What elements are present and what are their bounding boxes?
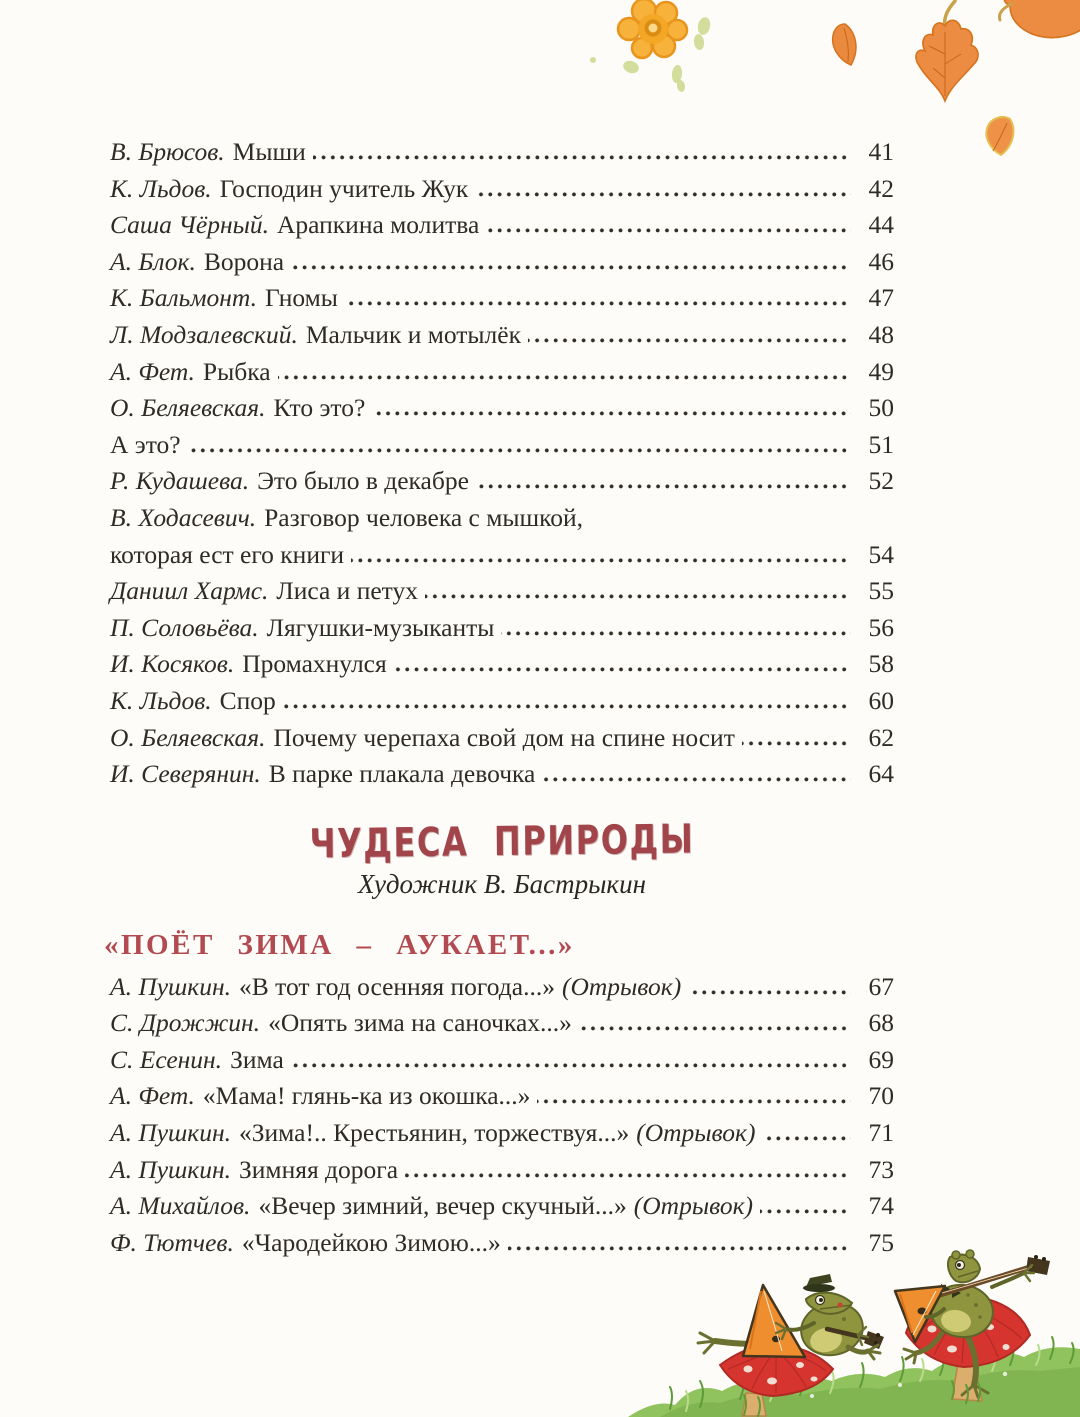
subsection-title: «ПОЁТ ЗИМА – АУКАЕТ...» [104, 928, 575, 961]
toc-entry [110, 427, 894, 464]
toc-author: О. Беляевская. [110, 722, 266, 752]
toc-page-number: 50 [868, 393, 894, 423]
dot-leader [313, 155, 851, 160]
toc-entry-text [110, 427, 181, 464]
toc-entry-text [110, 683, 276, 720]
toc-title: Лягушки-музыканты [266, 612, 495, 642]
toc-page-number: 54 [868, 539, 894, 569]
toc-suffix: (Отрывок) [561, 971, 682, 1001]
toc-entry [110, 134, 894, 171]
toc-entry-text [110, 463, 469, 500]
toc-author: Саша Чёрный. [110, 210, 269, 240]
toc-entry [110, 646, 894, 683]
toc-page-number: 67 [868, 971, 894, 1001]
dot-leader [542, 777, 851, 782]
toc-author: А. Пушкин. [110, 1154, 232, 1184]
toc-entry-text [110, 280, 338, 317]
toc-entry [110, 1115, 894, 1152]
toc-entry [110, 1005, 894, 1042]
section-title: ЧУДЕСА ПРИРОДЫ [309, 816, 695, 868]
toc-author: А. Михайлов. [110, 1191, 251, 1221]
toc-author: И. Северянин. [110, 759, 261, 789]
toc-entry-text [110, 207, 479, 244]
toc-page-number: 69 [868, 1044, 894, 1074]
dot-leader [528, 338, 851, 343]
toc-entry [110, 610, 894, 647]
toc-entry-text [110, 500, 583, 537]
dot-leader [537, 1099, 851, 1104]
toc-page-number: 71 [868, 1118, 894, 1148]
toc-title: Почему черепаха свой дом на спине носит [273, 722, 735, 752]
dot-leader [579, 1026, 851, 1031]
toc-author: К. Бальмонт. [110, 283, 257, 313]
toc-section-2 [110, 969, 894, 1262]
dot-leader [351, 558, 851, 563]
toc-entry [110, 244, 894, 281]
toc-title: Разговор человека с мышкой, [264, 502, 583, 532]
toc-page-number: 70 [868, 1081, 894, 1111]
toc-page-number: 62 [868, 722, 894, 752]
toc-entry-text [110, 610, 494, 647]
toc-page-number: 68 [868, 1008, 894, 1038]
dot-leader [760, 1209, 851, 1214]
toc-suffix: (Отрывок) [633, 1191, 754, 1221]
toc-entry-text [110, 390, 365, 427]
dot-leader [425, 594, 851, 599]
toc-entry-text [110, 1078, 530, 1115]
toc-author: К. Льдов. [110, 173, 212, 203]
dot-leader [188, 448, 851, 453]
toc-page-number: 42 [868, 173, 894, 203]
autumn-leaf-oval-icon [980, 116, 1018, 158]
toc-entry [110, 463, 894, 500]
toc-title: Мыши [232, 137, 306, 166]
dot-leader [291, 1063, 851, 1068]
toc-title: Арапкина молитва [277, 210, 480, 240]
dot-leader [394, 667, 851, 672]
dot-leader [372, 411, 851, 416]
toc-title: «В тот год осенняя погода...» [239, 971, 555, 1001]
dot-leader [476, 484, 851, 489]
toc-page-number: 55 [868, 576, 894, 606]
toc-section-1 [110, 134, 894, 793]
toc-page-number: 47 [868, 283, 894, 313]
toc-entry-text [110, 720, 735, 757]
frog-musicians-illustration [600, 1247, 1080, 1417]
toc-entry-text [110, 354, 271, 391]
toc-entry [110, 1042, 894, 1079]
artist-credit: Художник В. Бастрыкин [358, 868, 646, 899]
toc-entry [110, 720, 894, 757]
toc-entry [110, 537, 894, 574]
toc-entry [110, 390, 894, 427]
toc-title: Это было в декабре [257, 466, 469, 496]
toc-author: С. Дрожжин. [110, 1008, 261, 1038]
toc-entry-text [110, 756, 535, 793]
toc-author: О. Беляевская. [110, 393, 266, 423]
dot-leader [688, 990, 851, 995]
toc-author: Ф. Тютчев. [110, 1227, 234, 1257]
toc-page-number: 56 [868, 612, 894, 642]
toc-entry-text [110, 537, 344, 574]
toc-page-number: 73 [868, 1154, 894, 1184]
toc-title: А это? [110, 429, 181, 459]
toc-author: С. Есенин. [110, 1044, 223, 1074]
toc-entry-text [110, 646, 387, 683]
toc-page-number: 60 [868, 685, 894, 715]
dot-leader [345, 301, 851, 306]
autumn-maple-leaf-icon [903, 0, 985, 106]
toc-title: Рыбка [202, 356, 271, 386]
toc-suffix: (Отрывок) [636, 1118, 756, 1148]
toc-entry [110, 573, 894, 610]
frog-icon [698, 1274, 884, 1361]
toc-entry [110, 280, 894, 317]
toc-entry-text [110, 1225, 501, 1262]
toc-page-number: 51 [868, 429, 894, 459]
toc-title: Лиса и петух [276, 576, 418, 606]
toc-entry [110, 500, 894, 537]
dot-leader [405, 1173, 851, 1178]
toc-title: Спор [219, 685, 276, 715]
toc-author: Даниил Хармс. [110, 576, 269, 606]
toc-entry-text [110, 1115, 755, 1152]
toc-entry [110, 1152, 894, 1189]
dot-leader [475, 192, 851, 197]
toc-entry [110, 969, 894, 1006]
toc-page-number: 49 [868, 356, 894, 386]
toc-title: «Вечер зимний, вечер скучный...» [258, 1191, 627, 1221]
dot-leader [742, 741, 851, 746]
toc-title: Зима [230, 1044, 284, 1074]
dot-leader [762, 1136, 851, 1141]
toc-title: Промахнулся [242, 649, 387, 679]
toc-page-number: 48 [868, 319, 894, 349]
toc-title: Гномы [264, 283, 338, 313]
dot-leader [501, 631, 851, 636]
dot-leader [291, 265, 851, 270]
toc-entry-text [110, 134, 306, 171]
toc-title: Господин учитель Жук [219, 173, 469, 203]
toc-author: В. Ходасевич. [110, 502, 257, 532]
toc-title: «Опять зима на саночках...» [268, 1008, 572, 1038]
toc-page-number: 58 [868, 649, 894, 679]
toc-entry [110, 354, 894, 391]
toc-entry-text [110, 1152, 398, 1189]
dot-leader [486, 228, 851, 233]
toc-page-number: 74 [868, 1191, 894, 1221]
toc-title: В парке плакала девочка [268, 759, 536, 789]
toc-title: «Зима!.. Крестьянин, торжествуя...» [239, 1118, 630, 1148]
green-speckles [585, 8, 725, 96]
toc-entry-text [110, 171, 468, 208]
toc-page-number: 64 [868, 759, 894, 789]
toc-title: Ворона [203, 246, 285, 276]
toc-entry-text [110, 1005, 572, 1042]
toc-entry [110, 683, 894, 720]
toc-title: Мальчик и мотылёк [305, 319, 521, 349]
toc-author: Л. Модзалевский. [110, 319, 298, 349]
toc-author: А. Фет. [110, 1081, 195, 1111]
toc-page-number: 41 [868, 137, 894, 166]
toc-author: А. Блок. [110, 246, 196, 276]
toc-author: В. Брюсов. [110, 137, 225, 166]
toc-title: «Мама! глянь-ка из окошка...» [202, 1081, 531, 1111]
toc-entry-text [110, 969, 681, 1006]
autumn-leaf-small-icon [826, 22, 862, 68]
toc-title: Зимняя дорога [239, 1154, 399, 1184]
toc-author: И. Косяков. [110, 649, 235, 679]
toc-title: «Чародейкою Зимою...» [241, 1227, 501, 1257]
toc-entry [110, 1078, 894, 1115]
toc-entry [110, 207, 894, 244]
toc-page-number: 52 [868, 466, 894, 496]
toc-entry-text [110, 573, 418, 610]
toc-page-number: 46 [868, 246, 894, 276]
toc-author: А. Пушкин. [110, 1118, 232, 1148]
toc-entry-text [110, 1188, 753, 1225]
toc-entry-text [110, 317, 521, 354]
toc-title: Кто это? [273, 393, 366, 423]
toc-author: К. Льдов. [110, 685, 212, 715]
toc-page-number: 44 [868, 210, 894, 240]
toc-title: которая ест его книги [110, 539, 345, 569]
toc-entry [110, 756, 894, 793]
toc-entry [110, 171, 894, 208]
dot-leader [283, 704, 851, 709]
toc-entry-text [110, 244, 284, 281]
toc-author: Р. Кудашева. [110, 466, 250, 496]
dot-leader [278, 375, 851, 380]
toc-entry-text [110, 1042, 284, 1079]
toc-entry [110, 1188, 894, 1225]
toc-author: П. Соловьёва. [110, 612, 259, 642]
toc-entry [110, 317, 894, 354]
toc-author: А. Фет. [110, 356, 195, 386]
table-of-contents [104, 134, 894, 1261]
toc-author: А. Пушкин. [110, 971, 232, 1001]
toc-page-number: 75 [868, 1227, 894, 1257]
autumn-leaf-corner-icon [998, 0, 1080, 46]
